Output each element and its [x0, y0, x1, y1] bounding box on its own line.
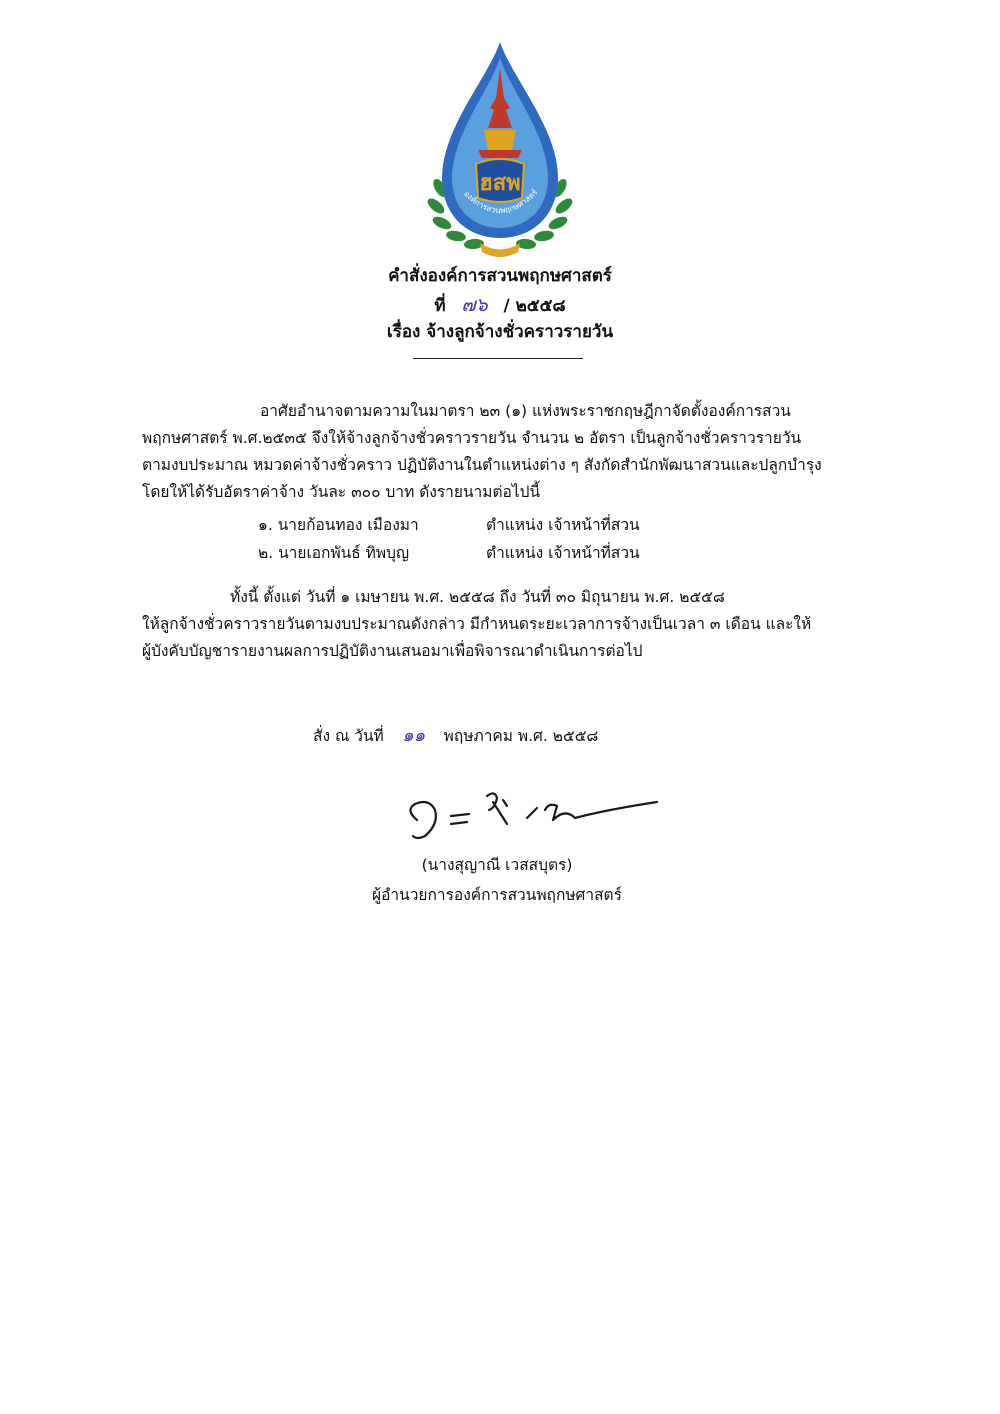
order-number [0, 290, 1000, 320]
heading-divider [413, 358, 583, 359]
order-number-handwritten: ๗๖ [461, 294, 488, 316]
svg-text:ฮสพ: ฮสพ [479, 170, 521, 196]
logo-text: องค์การสวนพฤกษศาสตร์ [462, 187, 540, 216]
order-subject: เรื่อง จ้างลูกจ้างชั่วคราวรายวัน [386, 322, 614, 342]
issued-day-handwritten: ๑๑ [402, 725, 426, 746]
paragraph-line: ตามงบประมาณ หมวดค่าจ้างชั่วคราว ปฏิบัติงานในตำแหน่งต่าง ๆ สังกัดสำนักพัฒนาสวนและปลูกบำรุง [142, 456, 822, 474]
order-title: คำสั่งองค์การสวนพฤกษศาสตร์ [388, 266, 612, 286]
paragraph-line: อาศัยอำนาจตามความในมาตรา ๒๓ (๑) แห่งพระราชกฤษฎีกาจัดตั้งองค์การสวน [260, 402, 791, 420]
paragraph-line: ผู้บังคับบัญชารายงานผลการปฏิบัติงานเสนอมาเพื่อพิจารณาดำเนินการต่อไป [142, 642, 643, 660]
signer-title: ผู้อำนวยการองค์การสวนพฤกษศาสตร์ [372, 886, 622, 904]
paragraph-line: ให้ลูกจ้างชั่วคราวรายวันตามงบประมาณดังกล่าว มีกำหนดระยะเวลาการจ้างเป็นเวลา ๓ เดือน และให้ [142, 615, 812, 633]
staff-position: ตำแหน่ง เจ้าหน้าที่สวน [486, 544, 640, 562]
staff-name: ๒. นายเอกพันธ์ ทิพบุญ [258, 544, 410, 562]
staff-name: ๑. นายก้อนทอง เมืองมา [258, 516, 419, 534]
emblem-logo-icon [418, 38, 582, 263]
paragraph-authority [142, 398, 860, 506]
paragraph-line: พฤกษศาสตร์ พ.ศ.๒๕๓๕ จึงให้จ้างลูกจ้างชั่วคราวรายวัน จำนวน ๒ อัตรา เป็นลูกจ้างชั่วคราวรายวัน [142, 429, 802, 447]
signer-name: (นางสุญาณี เวสสบุตร) [421, 856, 573, 874]
paragraph-line: โดยให้ได้รับอัตราค่าจ้าง วันละ ๓๐๐ บาท ดังรายนามต่อไปนี้ [142, 483, 541, 501]
issued-month-year: พฤษภาคม พ.ศ. ๒๕๕๘ [443, 727, 599, 745]
order-number-suffix: / ๒๕๕๘ [503, 296, 566, 316]
paragraph-line: ทั้งนี้ ตั้งแต่ วันที่ ๑ เมษายน พ.ศ. ๒๕๕๘ ถึง วันที่ ๓๐ มิถุนายน พ.ศ. ๒๕๕๘ [230, 588, 725, 606]
issued-prefix: สั่ง ณ วันที่ [313, 727, 384, 745]
handwritten-signature-icon [395, 780, 665, 850]
staff-position: ตำแหน่ง เจ้าหน้าที่สวน [486, 516, 640, 534]
order-number-prefix: ที่ [434, 296, 446, 316]
paragraph-period [142, 584, 860, 665]
issued-date [313, 720, 598, 749]
